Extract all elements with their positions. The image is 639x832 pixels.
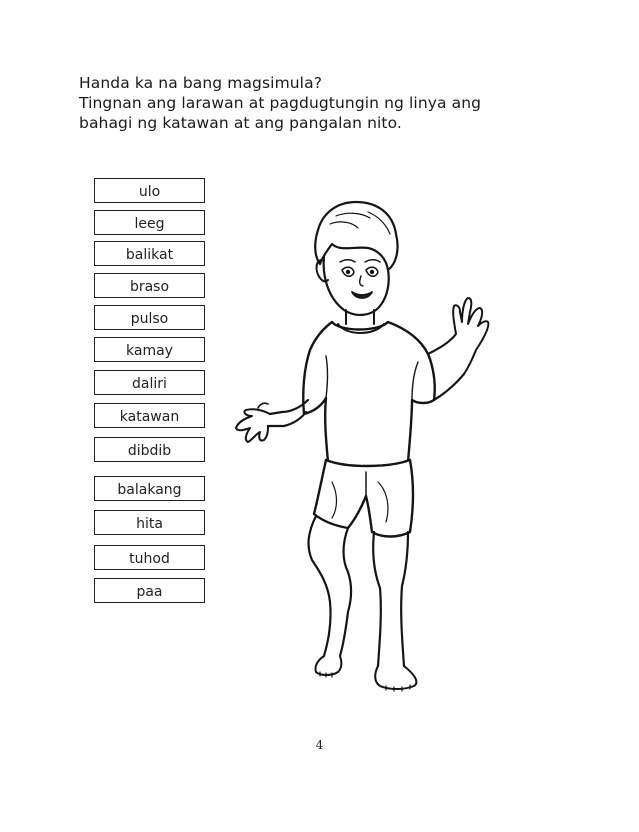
- label-box-dibdib[interactable]: dibdib: [94, 437, 205, 462]
- instruction-line-1: Handa ka na bang magsimula?: [79, 74, 323, 92]
- label-box-balakang[interactable]: balakang: [94, 476, 205, 501]
- instruction-line-2: Tingnan ang larawan at pagdugtungin ng linya ang: [79, 94, 482, 112]
- right-leg: [373, 532, 408, 666]
- label-box-katawan[interactable]: katawan: [94, 403, 205, 428]
- instruction-line-3: bahagi ng katawan at ang pangalan nito.: [79, 114, 402, 132]
- nose: [360, 276, 363, 286]
- page-number: 4: [315, 738, 324, 752]
- left-hand: [236, 409, 270, 442]
- label-box-tuhod[interactable]: tuhod: [94, 545, 205, 570]
- label-box-leeg[interactable]: leeg: [94, 210, 205, 235]
- ear: [317, 260, 328, 282]
- label-box-braso[interactable]: braso: [94, 273, 205, 298]
- instructions: [79, 73, 549, 133]
- label-box-hita[interactable]: hita: [94, 510, 205, 535]
- hair: [315, 202, 397, 270]
- shirt: [303, 322, 435, 467]
- face: [324, 256, 389, 315]
- label-box-paa[interactable]: paa: [94, 578, 205, 603]
- boy-illustration: [228, 172, 508, 702]
- left-foot: [315, 656, 341, 675]
- left-leg: [309, 516, 351, 656]
- label-box-pulso[interactable]: pulso: [94, 305, 205, 330]
- label-box-ulo[interactable]: ulo: [94, 178, 205, 203]
- label-box-daliri[interactable]: daliri: [94, 370, 205, 395]
- left-arm: [268, 400, 308, 426]
- label-box-balikat[interactable]: balikat: [94, 241, 205, 266]
- label-box-kamay[interactable]: kamay: [94, 337, 205, 362]
- right-hand: [453, 298, 488, 374]
- shorts: [314, 460, 413, 537]
- mouth: [352, 292, 372, 298]
